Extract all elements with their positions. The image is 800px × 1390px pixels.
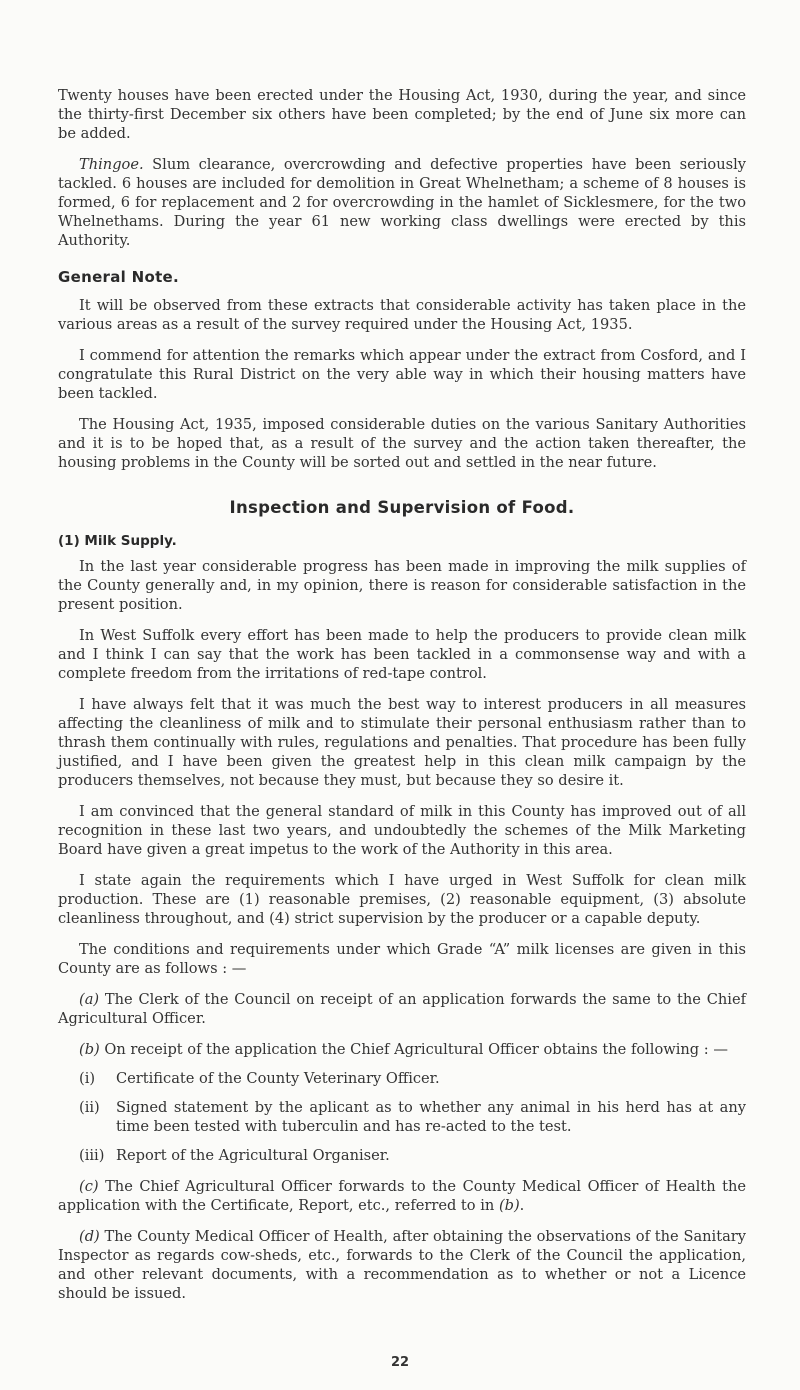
heading-general-note: General Note. (58, 268, 180, 286)
list-item-roman-3 (58, 1146, 746, 1165)
paragraph-milk-6: The conditions and requirements under which Grade “A” milk licenses are given in this County are as follows : — (58, 941, 746, 977)
clause-d (58, 1227, 746, 1303)
list-item-number: (ii) (79, 1099, 100, 1116)
paragraph-general-note-2: I commend for attention the remarks which appear under the extract from Cosford, and I congratulate this Rural District on the very able way in which their housing matters have been tackled. (58, 347, 746, 402)
clause-c-text: The Chief Agricultural Officer forwards to the County Medical Officer of Health the application with the Certificate, Report, etc., referred to in (58, 1178, 746, 1214)
paragraph-thingoe-text: Slum clearance, overcrowding and defective properties have been seriously tackled. 6 houses are included for demolition in Great Whelnetham; a scheme of 8 houses is formed, 6 for replacement and 2 for overcrowding in the hamlet of Sicklesmere, for the two Whelnethams. During the year 61 new working class dwellings were erected by this Authority. (58, 156, 746, 249)
clause-c-end: . (519, 1197, 525, 1214)
clause-d-text: The County Medical Officer of Health, after obtaining the observations of the Sanitary Inspector as regards cow-sheds, etc., forwards to the Clerk of the Council the application, and other relevant documents, with a recommendation as to whether or not a Licence should be issued. (58, 1228, 746, 1302)
paragraph-milk-3: I have always felt that it was much the best way to interest producers in all measures affecting the cleanliness of milk and to stimulate their personal enthusiasm rather than to thrash them continually with rules, regulations and penalties. That procedure has been fully justified, and I have been given the greatest help in this clean milk campaign by the producers themselves, not because they must, but because they so desire it. (58, 696, 746, 789)
clause-c (58, 1177, 746, 1215)
list-item-number: (iii) (79, 1147, 105, 1164)
clause-d-label: (d) (79, 1228, 100, 1245)
list-item-text: Signed statement by the aplicant as to whether any animal in his herd has at any time been tested with tuberculin and has re-acted to the test. (116, 1099, 746, 1135)
heading-inspection-supervision-food: Inspection and Supervision of Food. (229, 498, 575, 517)
paragraph-milk-2: In West Suffolk every effort has been made to help the producers to provide clean milk and I think I can say that the work has been tackled in a commonsense way and with a complete freedom from the irritations of red-tape control. (58, 627, 746, 682)
paragraph-general-note-3: The Housing Act, 1935, imposed considerable duties on the various Sanitary Authorities and it is to be hoped that, as a result of the survey and the action taken thereafter, the housing problems in the County will be sorted out and settled in the near future. (58, 416, 746, 471)
clause-b-label: (b) (79, 1041, 100, 1058)
paragraph-general-note-1: It will be observed from these extracts that considerable activity has taken place in the various areas as a result of the survey required under the Housing Act, 1935. (58, 297, 746, 333)
page-number: 22 (390, 1355, 410, 1370)
clause-b (58, 1040, 746, 1059)
paragraph-milk-4: I am convinced that the general standard of milk in this County has improved out of all recognition in these last two years, and undoubtedly the schemes of the Milk Marketing Board have given a great impetus to the work of the Authority in this area. (58, 803, 746, 858)
document-body (58, 86, 746, 1303)
list-item-text: Report of the Agricultural Organiser. (116, 1147, 390, 1164)
list-item-roman-2 (58, 1098, 746, 1136)
paragraph-milk-5: I state again the requirements which I have urged in West Suffolk for clean milk production. These are (1) reasonable premises, (2) reasonable equipment, (3) absolute cleanliness throughout, and (4) strict supervision by the producer or a capable deputy. (58, 872, 746, 927)
clause-c-reference: (b) (498, 1197, 520, 1214)
paragraph-housing-erected: Twenty houses have been erected under the Housing Act, 1930, during the year, and since the thirty-first December six others have been completed; by the end of June six more can be added. (58, 87, 746, 142)
list-item-text: Certificate of the County Veterinary Officer. (116, 1070, 440, 1087)
clause-a (58, 990, 746, 1028)
paragraph-milk-1: In the last year considerable progress has been made in improving the milk supplies of the County generally and, in my opinion, there is reason for considerable satisfaction in the present position. (58, 558, 746, 613)
paragraph-thingoe (58, 155, 746, 250)
heading-milk-supply: (1) Milk Supply. (58, 533, 177, 549)
clause-a-label: (a) (79, 991, 100, 1008)
clause-b-text: On receipt of the application the Chief Agricultural Officer obtains the following : — (99, 1041, 728, 1058)
clause-a-text: The Clerk of the Council on receipt of an application forwards the same to the Chief Agricultural Officer. (58, 991, 746, 1027)
list-item-number: (i) (79, 1070, 96, 1087)
clause-c-label: (c) (79, 1178, 99, 1195)
list-item-roman-1 (58, 1069, 746, 1088)
place-name-thingoe: Thingoe. (79, 156, 144, 173)
